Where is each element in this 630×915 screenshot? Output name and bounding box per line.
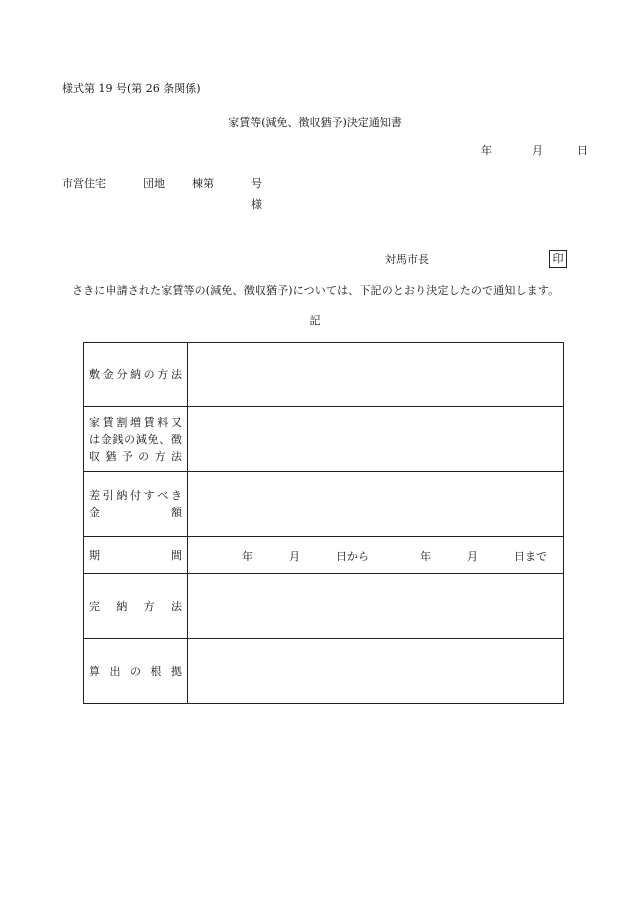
period-to-year: 年 (420, 550, 431, 563)
table-row (84, 574, 564, 639)
period-cell (188, 537, 564, 574)
period-from-month: 月 (289, 550, 300, 563)
row-value (188, 407, 564, 472)
date-year: 年 (481, 144, 492, 157)
row-label (84, 407, 188, 472)
row-label (84, 343, 188, 407)
table-row (84, 407, 564, 472)
row-value (188, 574, 564, 639)
label-payment-method: 完 納 方 法 (89, 599, 182, 613)
period-to-month: 月 (467, 550, 478, 563)
seal-stamp: 印 (549, 250, 567, 268)
salutation: 様 (251, 198, 262, 211)
label-line: は 金 銭 の 減 免 、 徴 (89, 432, 182, 446)
table-row (84, 343, 564, 407)
label-line: 差 引 納 付 す べ き (89, 489, 182, 502)
decision-table (83, 342, 564, 704)
date-month: 月 (532, 144, 543, 157)
date-day: 日 (577, 144, 588, 157)
address-housing: 市営住宅 (62, 177, 106, 190)
address-building: 棟第 (192, 177, 214, 190)
ki-heading: 記 (309, 314, 321, 327)
document-title: 家賃等(減免、徴収猶予)決定通知書 (228, 116, 402, 129)
label-deposit-installment: 敷 金 分 納 の 方 法 (89, 368, 182, 381)
row-label (84, 472, 188, 537)
row-label (84, 537, 188, 574)
table-row (84, 472, 564, 537)
table-row (84, 639, 564, 704)
label-period: 期 間 (89, 548, 182, 562)
period-to-suffix: 日まで (514, 550, 547, 563)
table-row (84, 537, 564, 574)
address-complex: 団地 (143, 177, 165, 190)
issuer-mayor: 対馬市長 (385, 253, 429, 266)
label-calculation-basis: 算 出 の 根 拠 (89, 664, 182, 678)
form-number: 様式第 19 号(第 26 条関係) (62, 82, 201, 95)
period-from-year: 年 (242, 550, 253, 563)
label-line: 家 賃 割 増 賃 料 又 (89, 415, 182, 429)
label-line: 収 猶 予 の 方 法 (89, 449, 182, 463)
row-value (188, 343, 564, 407)
row-value (188, 639, 564, 704)
row-value (188, 472, 564, 537)
notice-body: さきに申請された家賃等の(減免、徴収猶予)については、下記のとおり決定したので通知します。 (72, 284, 560, 297)
label-line: 金 額 (89, 506, 182, 519)
row-label (84, 639, 188, 704)
period-from-suffix: 日から (336, 550, 369, 563)
row-label (84, 574, 188, 639)
address-number: 号 (251, 177, 262, 190)
